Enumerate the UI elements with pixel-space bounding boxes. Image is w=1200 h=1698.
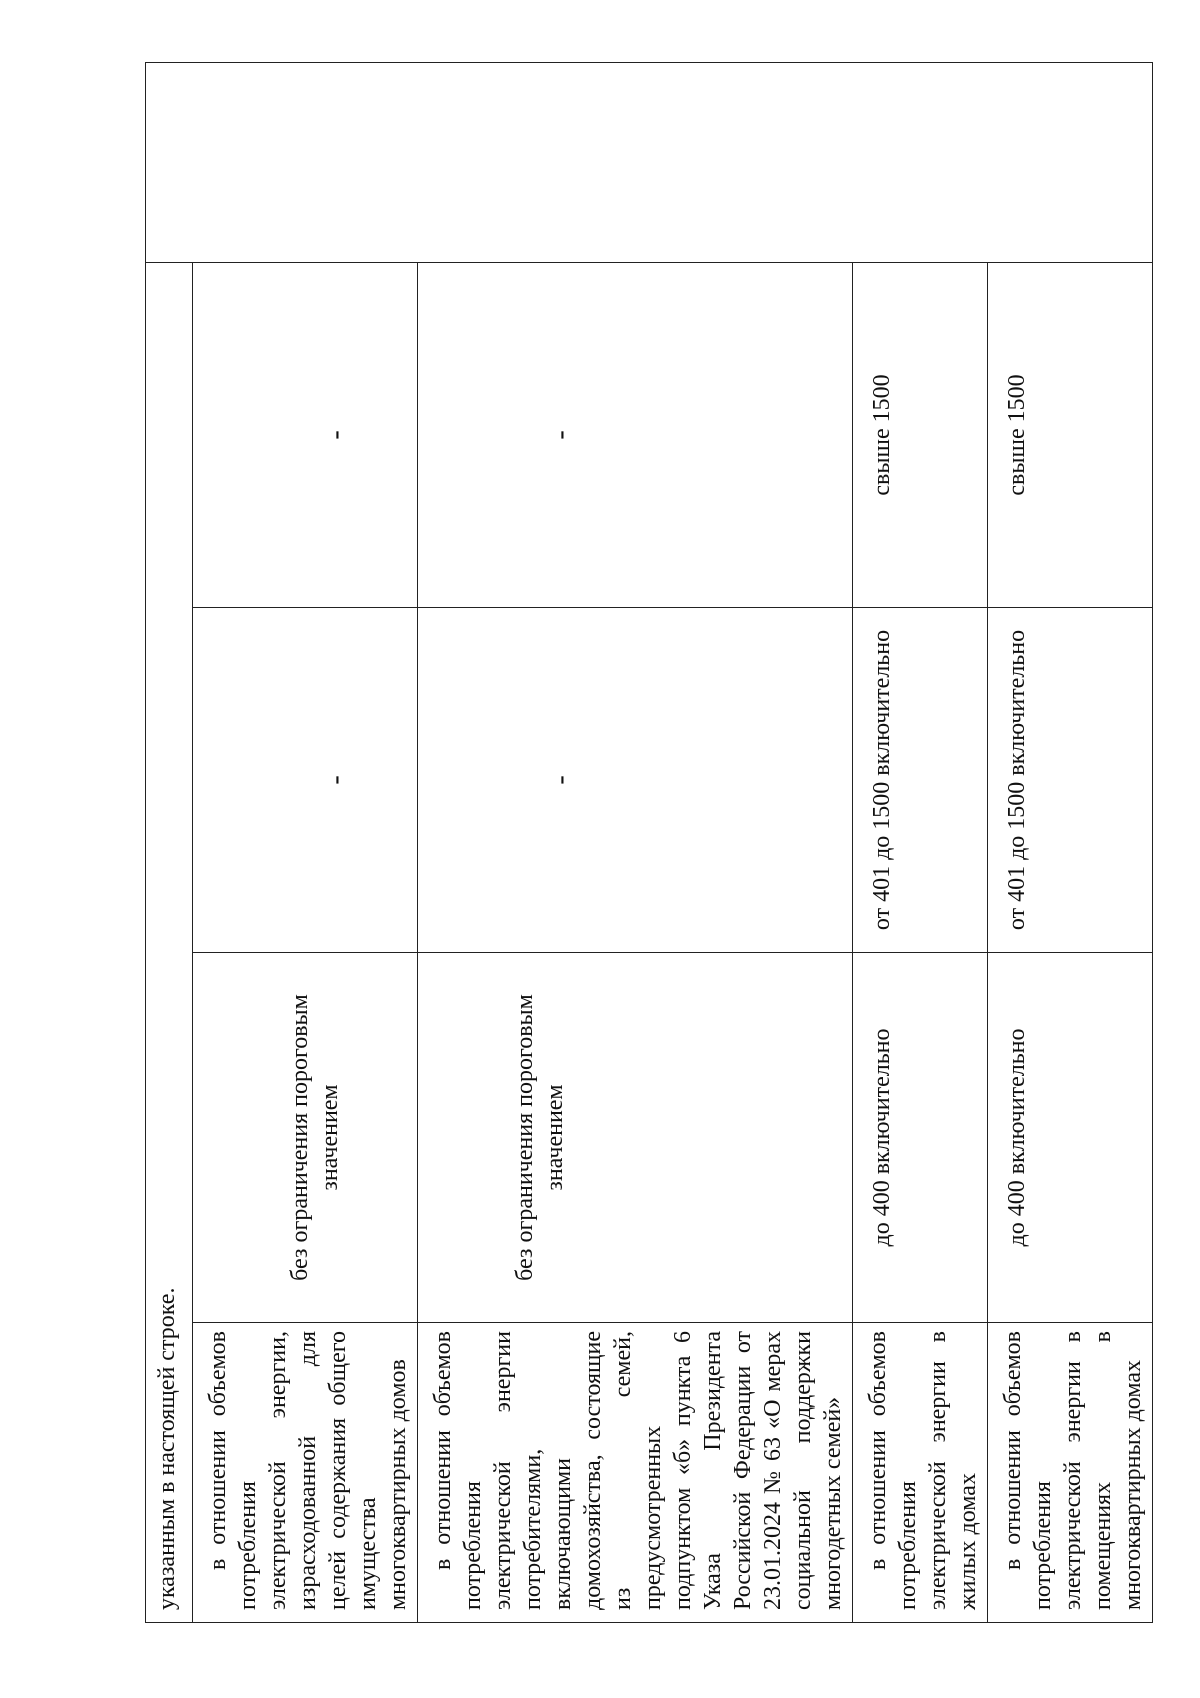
table-row	[193, 62, 418, 1622]
threshold-1: до 400 включительно	[988, 953, 1153, 1323]
threshold-3: -	[193, 262, 418, 607]
table-row	[853, 62, 988, 1622]
threshold-2: -	[193, 608, 418, 953]
table-row	[988, 62, 1153, 1622]
threshold-2: от 401 до 1500 включительно	[988, 608, 1153, 953]
threshold-2: от 401 до 1500 включительно	[853, 608, 988, 953]
row-description: в отношении объемов потребления электрической энергии в помещениях в многоквартирных домах	[988, 1323, 1153, 1623]
empty-right-column	[146, 62, 1153, 262]
continued-text: указанным в настоящей строке.	[146, 262, 193, 1622]
threshold-3: свыше 1500	[988, 262, 1153, 607]
threshold-3: свыше 1500	[853, 262, 988, 607]
threshold-3: -	[418, 262, 853, 607]
table-row	[146, 62, 193, 1622]
row-description: в отношении объемов потребления электрической энергии, израсходованной для целей содержания общего имущества многоквартирных домов	[193, 1323, 418, 1623]
threshold-1: без ограничения пороговым значением	[193, 953, 418, 1323]
tariff-table	[145, 62, 1153, 1623]
table-row	[418, 62, 853, 1622]
rotated-page	[145, 63, 1146, 1623]
row-description: в отношении объемов потребления электрической энергии потребителями, включающими домохозяйства, состоящие из семей, предусмотренных подпунктом «б» пункта 6 Указа Президента Российской Федерации от 23.01.2024 № 63 «О мерах социальной поддержки многодетных семей»	[418, 1323, 853, 1623]
threshold-2: -	[418, 608, 853, 953]
row-description: в отношении объемов потребления электрической энергии в жилых домах	[853, 1323, 988, 1623]
threshold-1: до 400 включительно	[853, 953, 988, 1323]
threshold-1: без ограничения пороговым значением	[418, 953, 853, 1323]
